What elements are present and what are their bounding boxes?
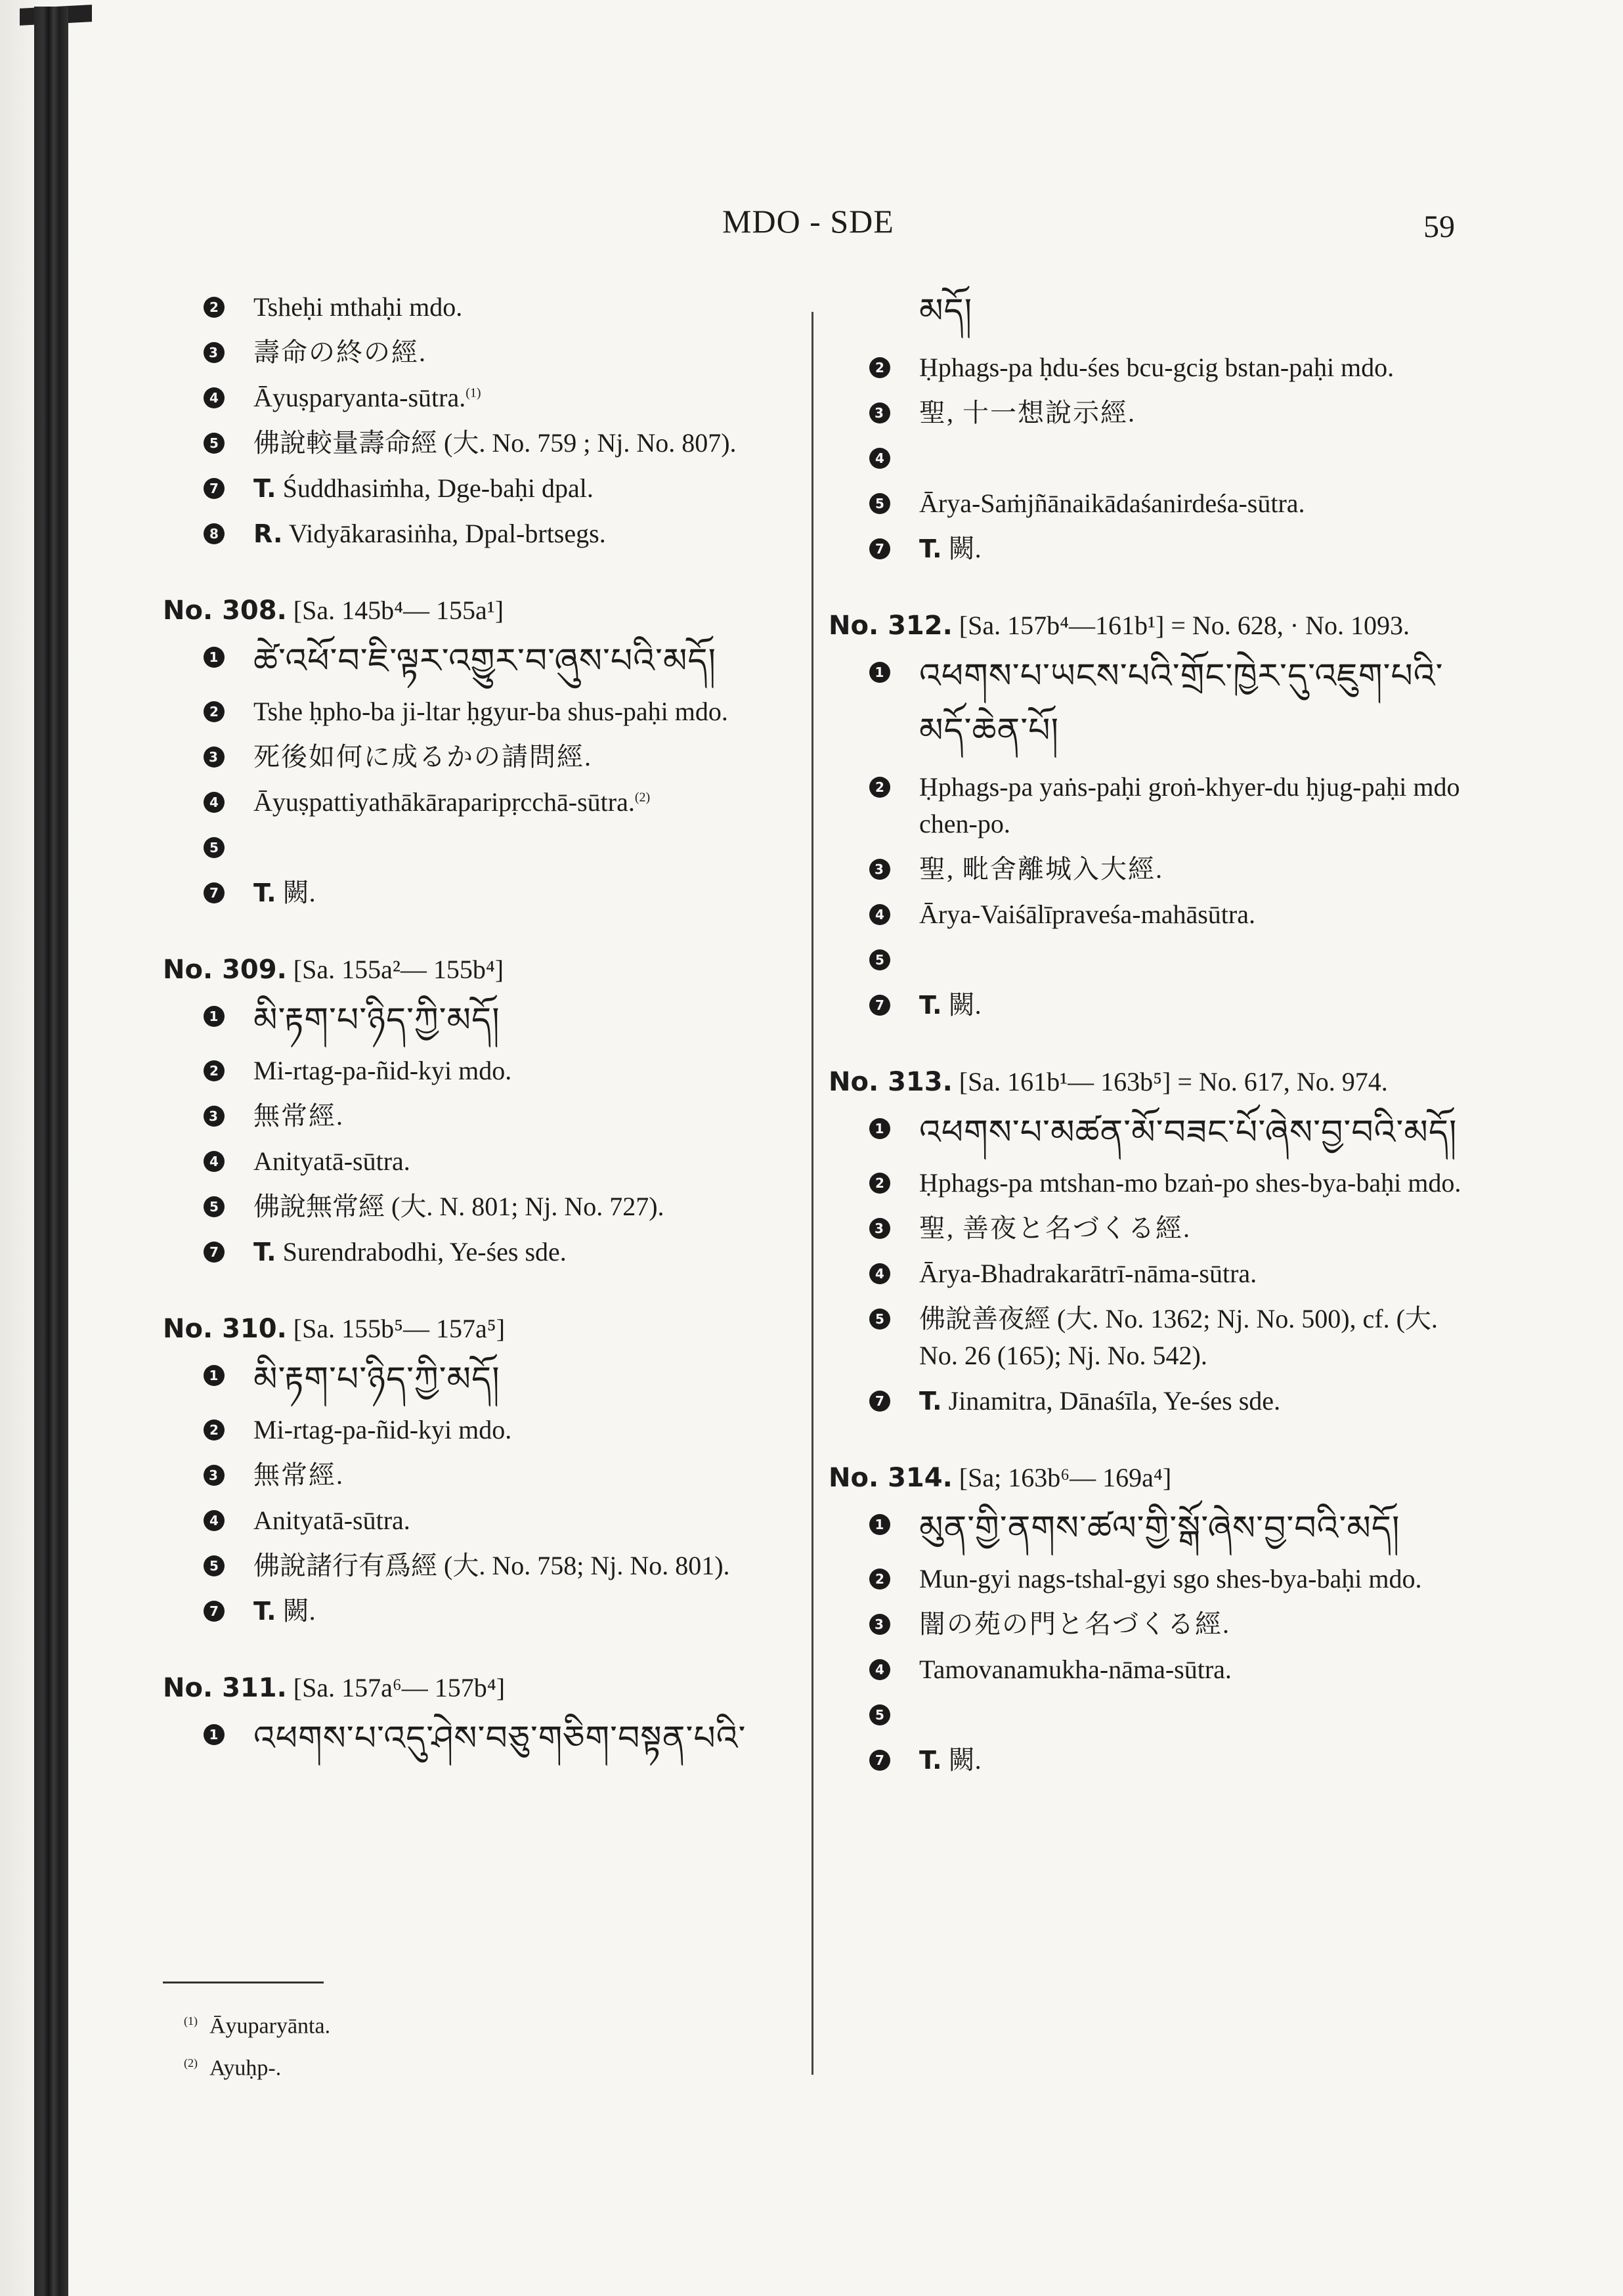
translator-label: T. <box>919 991 942 1020</box>
field <box>829 851 1469 888</box>
field-text: Anityatā-sūtra. <box>253 1146 410 1176</box>
marker-3-icon: 3 <box>204 1465 225 1486</box>
entry-header <box>829 1063 1469 1101</box>
tibetan-title: འཕགས་པ་ཡངས་པའི་གྲོང་ཁྱེར་དུ་འཇུག་པའི་ <box>919 658 1444 695</box>
translator-label: T. <box>919 1387 942 1416</box>
marker-2-icon: 2 <box>869 357 890 378</box>
entry-header <box>163 951 793 989</box>
field <box>829 1301 1469 1374</box>
field <box>829 1210 1469 1247</box>
field <box>163 875 793 911</box>
entry-311-continued <box>829 289 1469 567</box>
right-column <box>829 289 1469 1818</box>
field <box>163 1052 793 1089</box>
field <box>829 1506 1469 1552</box>
entry-312 <box>829 607 1469 1024</box>
entry-311 <box>163 1669 793 1762</box>
field <box>163 1716 793 1762</box>
field <box>163 1502 793 1539</box>
footnote-text: Āyuparyānta. <box>209 2014 331 2039</box>
field-text: Tshe ḥpho-ba ji-ltar ḥgyur-ba shus-paḥi mdo. <box>253 697 728 726</box>
field <box>829 987 1469 1024</box>
marker-4-icon: 4 <box>204 1510 225 1531</box>
marker-1-icon: 1 <box>204 1365 225 1386</box>
running-head: MDO - SDE <box>722 203 894 240</box>
marker-5-icon: 5 <box>204 433 225 454</box>
field-text: Anityatā-sūtra. <box>253 1505 410 1535</box>
entry-number: No. 309. <box>163 955 287 985</box>
footnote-mark: (2) <box>634 790 651 805</box>
field <box>163 739 793 775</box>
marker-4-icon: 4 <box>869 1263 890 1284</box>
translator-label: T. <box>253 878 276 907</box>
marker-4-icon: 4 <box>204 387 225 408</box>
marker-3-icon: 3 <box>869 402 890 423</box>
footnote <box>184 2003 330 2045</box>
field <box>829 1606 1469 1643</box>
entry-ref: [Sa. 161b¹— 163b⁵] = No. 617, No. 974. <box>959 1067 1388 1096</box>
footnote <box>184 2045 330 2087</box>
entry-ref: [Sa. 145b⁴— 155a¹] <box>293 596 504 625</box>
field <box>829 485 1469 522</box>
field-text: 闕. <box>282 878 316 907</box>
field <box>163 639 793 685</box>
field-text: 闕. <box>948 534 982 563</box>
field <box>163 289 793 326</box>
entry-ref: [Sa. 155b⁵— 157a⁵] <box>293 1314 506 1343</box>
reviser-label: R. <box>253 519 283 548</box>
marker-4-icon: 4 <box>204 792 225 813</box>
field-text: Tamovanamukha-nāma-sūtra. <box>919 1655 1232 1684</box>
footnote-ref: (1) <box>184 2014 198 2027</box>
field-text: 無常經. <box>253 1101 344 1131</box>
field-text: Surendrabodhi, Ye-śes sde. <box>282 1237 567 1267</box>
marker-3-icon: 3 <box>869 1614 890 1635</box>
field-text: 闕. <box>948 1745 982 1775</box>
field <box>163 470 793 507</box>
field-text: 佛說較量壽命經 (大. No. 759 ; Nj. No. 807). <box>253 428 737 458</box>
field <box>829 1110 1469 1156</box>
field-text: Mi-rtag-pa-ñid-kyi mdo. <box>253 1415 512 1444</box>
marker-8-icon: 8 <box>204 523 225 544</box>
entry-314 <box>829 1459 1469 1779</box>
field-text: Ārya-Vaiśālīpraveśa-mahāsūtra. <box>919 899 1255 929</box>
field-text: 闕. <box>282 1596 316 1626</box>
tibetan-title: མི་རྟག་པ་ཉིད་ཀྱི་མདོ། <box>253 1361 500 1398</box>
marker-5-icon: 5 <box>869 1309 890 1330</box>
field-text: Ārya-Saṁjñānaikādaśanirdeśa-sūtra. <box>919 488 1305 518</box>
marker-3-icon: 3 <box>869 1218 890 1239</box>
tibetan-title: མི་རྟག་པ་ཉིད་ཀྱི་མདོ། <box>253 1002 500 1039</box>
field <box>829 1651 1469 1688</box>
footnote-mark: (1) <box>465 385 481 401</box>
field-text: Vidyākarasiṅha, Dpal-brtsegs. <box>288 519 606 548</box>
field <box>163 1457 793 1494</box>
field-text: Mi-rtag-pa-ñid-kyi mdo. <box>253 1056 512 1085</box>
marker-4-icon: 4 <box>204 1151 225 1172</box>
footnote-text: Ayuḥp-. <box>209 2056 282 2081</box>
field <box>163 693 793 730</box>
field <box>163 998 793 1044</box>
field-text: 佛說諸行有爲經 (大. No. 758; Nj. No. 801). <box>253 1551 730 1580</box>
entry-continuation <box>163 289 793 552</box>
field-text: Ārya-Bhadrakarātrī-nāma-sūtra. <box>919 1259 1257 1288</box>
field <box>163 379 793 416</box>
marker-5-icon: 5 <box>869 1704 890 1725</box>
field-text: 聖, 毗舍離城入大經. <box>919 854 1163 884</box>
entry-number: No. 313. <box>829 1067 953 1097</box>
marker-2-icon: 2 <box>204 1419 225 1440</box>
translator-label: T. <box>253 474 276 503</box>
field <box>829 1165 1469 1202</box>
page-number: 59 <box>1423 209 1455 244</box>
field <box>829 349 1469 386</box>
field <box>829 1561 1469 1597</box>
marker-2-icon: 2 <box>869 1173 890 1194</box>
field-text: 聖, 十一想說示經. <box>919 398 1136 427</box>
footnote-rule <box>163 1982 324 1983</box>
marker-5-icon: 5 <box>869 493 890 514</box>
marker-5-icon: 5 <box>204 1196 225 1217</box>
translator-label: T. <box>919 1746 942 1775</box>
entry-number: No. 310. <box>163 1314 287 1344</box>
tibetan-title: མུན་གྱི་ནགས་ཚལ་གྱི་སྒོ་ཞེས་བྱ་བའི་མདོ། <box>919 1510 1400 1548</box>
tibetan-title-continued: མདོ་ཆེན་པོ། <box>919 712 1060 750</box>
entry-header <box>163 592 793 630</box>
footnote-ref: (2) <box>184 2056 198 2070</box>
marker-4-icon: 4 <box>869 904 890 925</box>
marker-1-icon: 1 <box>204 647 225 668</box>
field-text: 聖, 善夜と名づくる經. <box>919 1213 1191 1243</box>
marker-5-icon: 5 <box>204 837 225 858</box>
marker-1-icon: 1 <box>869 662 890 683</box>
field-text: Tsheḥi mthaḥi mdo. <box>253 292 463 322</box>
field-text: Āyuṣpattiyathākāraparipṛcchā-sūtra. <box>253 787 635 817</box>
column-divider <box>812 312 813 2075</box>
entry-number: No. 312. <box>829 611 953 641</box>
field <box>163 1548 793 1584</box>
marker-5-icon: 5 <box>869 949 890 970</box>
entry-ref: [Sa. 155a²— 155b⁴] <box>293 955 504 984</box>
entry-ref: [Sa. 157a⁶— 157b⁴] <box>293 1673 506 1702</box>
field-text: Ḥphags-pa mtshan-mo bzaṅ-po shes-bya-baḥi mdo. <box>919 1168 1461 1198</box>
field <box>163 1412 793 1448</box>
field <box>163 1188 793 1225</box>
marker-1-icon: 1 <box>869 1118 890 1139</box>
field-text: 佛說善夜經 (大. No. 1362; Nj. No. 500), cf. (大. No. 26 (165); Nj. No. 542). <box>919 1304 1438 1370</box>
tibetan-title: ཚེ་འཕོ་བ་ཇི་ལྟར་འགྱུར་བ་ཞུས་པའི་མདོ། <box>253 643 717 680</box>
tibetan-title: འཕགས་པ་འདུ་ཤེས་བཅུ་གཅིག་བསྟན་པའི་ <box>253 1720 747 1758</box>
marker-1-icon: 1 <box>204 1006 225 1027</box>
marker-2-icon: 2 <box>204 1060 225 1081</box>
field <box>163 1234 793 1270</box>
field-text: 壽命の終の經. <box>253 337 427 367</box>
field <box>829 440 1469 477</box>
field <box>163 334 793 371</box>
field <box>163 829 793 866</box>
marker-3-icon: 3 <box>869 859 890 880</box>
entry-ref: [Sa. 157b⁴—161b¹] = No. 628, · No. 1093. <box>959 611 1410 640</box>
entry-header <box>829 607 1469 645</box>
field-text: 闇の苑の門と名づくる經. <box>919 1609 1230 1639</box>
field-text: Āyuṣparyanta-sūtra. <box>253 383 466 412</box>
field <box>163 515 793 552</box>
entry-header <box>163 1669 793 1707</box>
entry-313 <box>829 1063 1469 1419</box>
translator-label: T. <box>253 1238 276 1267</box>
field-text: 佛說無常經 (大. N. 801; Nj. No. 727). <box>253 1192 664 1221</box>
field <box>829 1383 1469 1419</box>
field <box>829 1255 1469 1292</box>
marker-7-icon: 7 <box>204 1242 225 1263</box>
marker-7-icon: 7 <box>869 1391 890 1412</box>
marker-5-icon: 5 <box>204 1555 225 1576</box>
field <box>829 1697 1469 1733</box>
field <box>163 1357 793 1403</box>
field <box>829 395 1469 431</box>
field <box>829 1742 1469 1779</box>
left-column <box>163 289 793 1802</box>
marker-7-icon: 7 <box>204 882 225 903</box>
footnotes <box>184 2003 330 2087</box>
field <box>829 896 1469 933</box>
marker-7-icon: 7 <box>204 478 225 499</box>
tibetan-title-continued: མདོ། <box>919 293 973 330</box>
translator-label: T. <box>919 534 942 563</box>
field-text: Mun-gyi nags-tshal-gyi sgo shes-bya-baḥi mdo. <box>919 1564 1422 1593</box>
marker-7-icon: 7 <box>869 995 890 1016</box>
field-text: Jinamitra, Dānaśīla, Ye-śes sde. <box>948 1386 1281 1416</box>
field <box>163 1593 793 1630</box>
entry-310 <box>163 1310 793 1630</box>
field <box>163 784 793 821</box>
marker-3-icon: 3 <box>204 747 225 768</box>
marker-4-icon: 4 <box>869 1659 890 1680</box>
entry-309 <box>163 951 793 1270</box>
marker-1-icon: 1 <box>869 1514 890 1535</box>
field <box>829 769 1469 842</box>
entry-number: No. 314. <box>829 1463 953 1493</box>
marker-1-icon: 1 <box>204 1724 225 1745</box>
entry-header <box>163 1310 793 1348</box>
marker-4-icon: 4 <box>869 448 890 469</box>
marker-7-icon: 7 <box>869 1750 890 1771</box>
field-text: Ḥphags-pa yaṅs-paḥi groṅ-khyer-du ḥjug-paḥi mdo chen-po. <box>919 772 1460 838</box>
field <box>163 1098 793 1135</box>
tibetan-title: འཕགས་པ་མཚན་མོ་བཟང་པོ་ཞེས་བྱ་བའི་མདོ། <box>919 1114 1458 1152</box>
field-text: 死後如何に成るかの請問經. <box>253 742 592 771</box>
binding-edge <box>34 7 68 2296</box>
field-text: Ḥphags-pa ḥdu-śes bcu-gcig bstan-paḥi mdo. <box>919 353 1395 382</box>
marker-7-icon: 7 <box>204 1601 225 1622</box>
marker-7-icon: 7 <box>869 538 890 559</box>
marker-2-icon: 2 <box>869 1569 890 1590</box>
entry-ref: [Sa; 163b⁶— 169a⁴] <box>959 1463 1172 1492</box>
field-text: 無常經. <box>253 1460 344 1490</box>
entry-number: No. 311. <box>163 1673 287 1703</box>
marker-3-icon: 3 <box>204 342 225 363</box>
marker-2-icon: 2 <box>869 777 890 798</box>
translator-label: T. <box>253 1597 276 1626</box>
entry-number: No. 308. <box>163 596 287 626</box>
field-text: 闕. <box>948 990 982 1020</box>
entry-header <box>829 1459 1469 1497</box>
entry-308 <box>163 592 793 911</box>
field <box>829 531 1469 567</box>
field <box>163 425 793 462</box>
field <box>829 942 1469 978</box>
marker-2-icon: 2 <box>204 701 225 722</box>
field <box>163 1143 793 1180</box>
field <box>829 654 1469 700</box>
field-text: Śuddhasiṁha, Dge-baḥi dpal. <box>282 473 594 503</box>
marker-2-icon: 2 <box>204 297 225 318</box>
marker-3-icon: 3 <box>204 1106 225 1127</box>
